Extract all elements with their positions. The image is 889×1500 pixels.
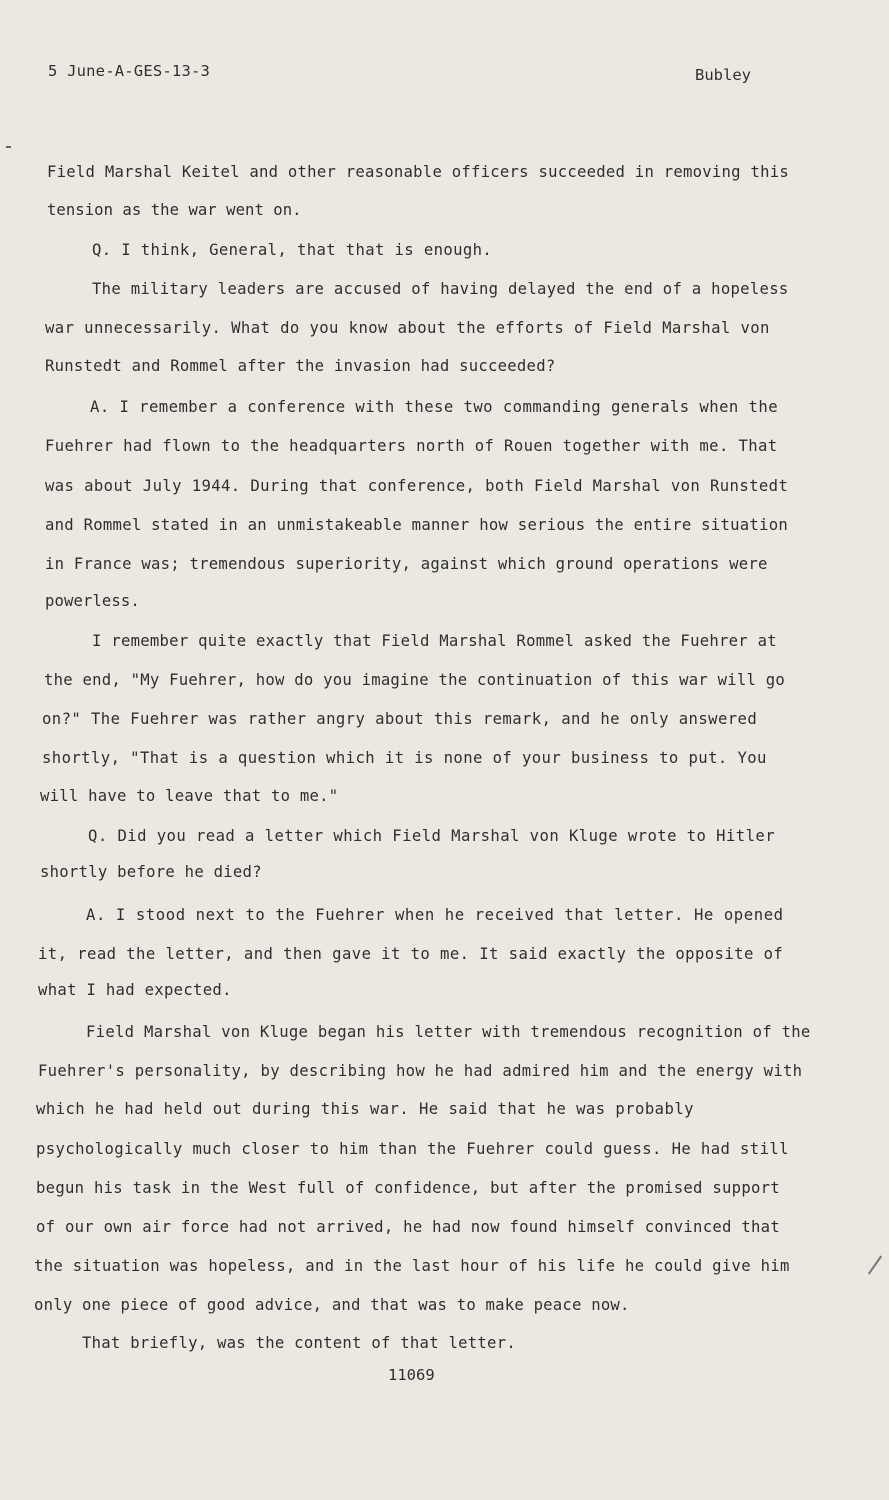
text-line: in France was; tremendous superiority, against which ground operations were [45,555,768,573]
text-line: That briefly, was the content of that letter. [82,1334,516,1352]
text-line: will have to leave that to me." [40,787,339,805]
text-line: begun his task in the West full of confidence, but after the promised support [36,1179,780,1197]
text-line: The military leaders are accused of having delayed the end of a hopeless [92,280,789,298]
text-line: I remember quite exactly that Field Marshal Rommel asked the Fuehrer at [92,632,777,650]
text-line: Runstedt and Rommel after the invasion had succeeded? [45,357,556,375]
text-line: on?" The Fuehrer was rather angry about this remark, and he only answered [42,710,758,728]
text-line: the end, "My Fuehrer, how do you imagine the continuation of this war will go [44,671,785,689]
text-line: which he had held out during this war. He said that he was probably [36,1100,694,1118]
typist-name: Bubley [695,66,751,84]
text-line: and Rommel stated in an unmistakeable manner how serious the entire situation [45,516,788,534]
text-line: tension as the war went on. [47,201,302,219]
text-line: Fuehrer had flown to the headquarters north of Rouen together with me. That [45,437,778,455]
text-line: the situation was hopeless, and in the last hour of his life he could give him [34,1257,790,1275]
page-number: 11069 [388,1366,435,1384]
text-line: Field Marshal von Kluge began his letter with tremendous recognition of the [86,1023,811,1041]
text-line: Fuehrer's personality, by describing how he had admired him and the energy with [38,1062,803,1080]
text-line: A. I stood next to the Fuehrer when he received that letter. He opened [86,906,784,924]
document-reference: 5 June-A-GES-13-3 [48,62,211,80]
text-line: it, read the letter, and then gave it to me. It said exactly the opposite of [38,945,784,963]
text-line: of our own air force had not arrived, he had now found himself convinced that [36,1218,780,1236]
text-line: was about July 1944. During that conference, both Field Marshal von Runstedt [45,477,789,495]
text-line: what I had expected. [38,981,232,999]
text-line: Field Marshal Keitel and other reasonable officers succeeded in removing this [47,163,789,181]
text-line: shortly before he died? [40,863,262,881]
text-line: Q. Did you read a letter which Field Marshal von Kluge wrote to Hitler [88,827,776,845]
text-line: war unnecessarily. What do you know about the efforts of Field Marshal von [45,319,770,337]
text-line: powerless. [45,592,140,610]
text-line: only one piece of good advice, and that was to make peace now. [34,1296,630,1314]
text-line: shortly, "That is a question which it is none of your business to put. You [42,749,767,767]
text-line: psychologically much closer to him than the Fuehrer could guess. He had still [36,1140,789,1158]
text-line: A. I remember a conference with these two commanding generals when the [90,398,779,416]
text-line: Q. I think, General, that that is enough. [92,241,493,259]
